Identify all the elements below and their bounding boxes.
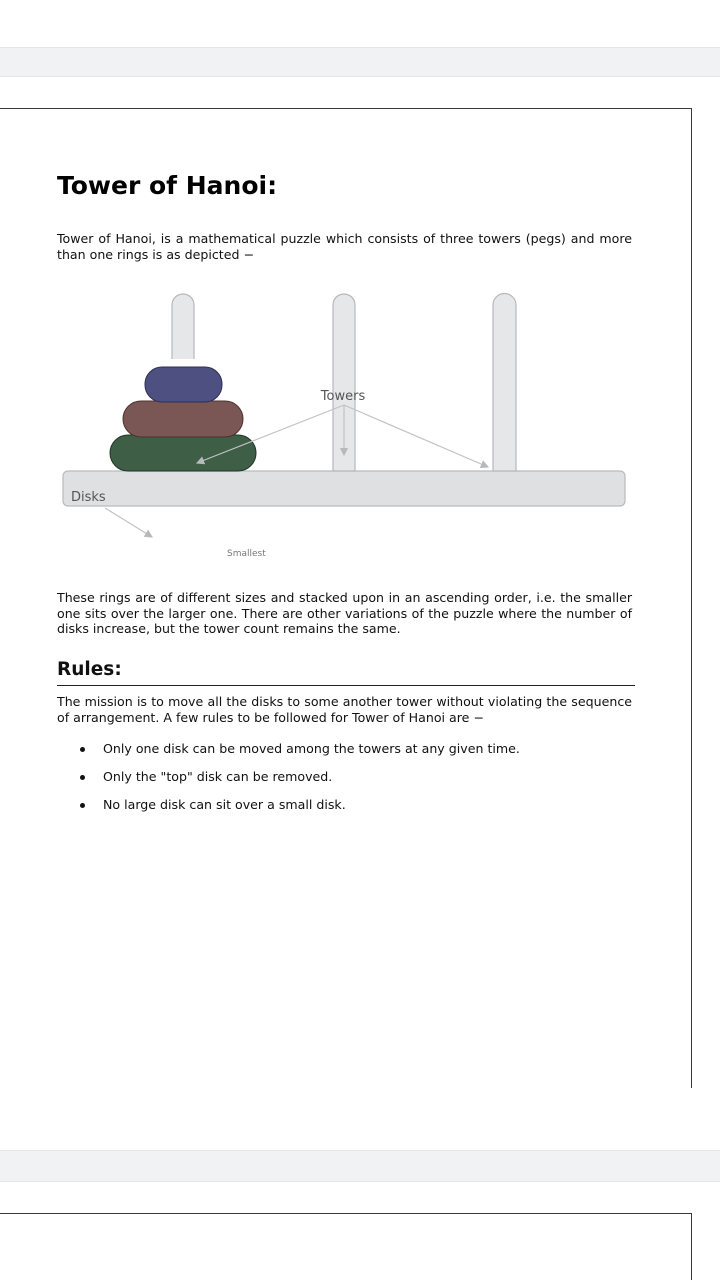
label-disks: Disks bbox=[71, 490, 106, 505]
rules-intro-paragraph: The mission is to move all the disks to some another tower without violating the sequence of arrangement. A few rules to be followed for Tower of Hanoi are − bbox=[57, 694, 632, 725]
bullet-dot-icon bbox=[80, 803, 85, 808]
label-smallest: Smallest bbox=[227, 549, 266, 559]
label-towers: Towers bbox=[320, 389, 366, 404]
rule-item bbox=[57, 797, 617, 825]
rules-heading: Rules: bbox=[57, 659, 122, 680]
page-title: Tower of Hanoi: bbox=[57, 171, 278, 200]
disk-largest bbox=[110, 435, 256, 471]
rule-text: Only one disk can be moved among the towers at any given time. bbox=[103, 741, 520, 756]
tower-of-hanoi-figure bbox=[60, 277, 630, 572]
next-document-page bbox=[0, 1213, 692, 1280]
rule-text: Only the "top" disk can be removed. bbox=[103, 769, 333, 784]
rules-list bbox=[57, 741, 617, 825]
rule-item bbox=[57, 769, 617, 797]
arrow-to-right-peg bbox=[344, 405, 488, 467]
document-page bbox=[0, 108, 692, 1088]
rule-item bbox=[57, 741, 617, 769]
disk-smallest bbox=[145, 367, 222, 402]
tower-base bbox=[63, 471, 625, 506]
page-gap-top bbox=[0, 47, 720, 77]
page-gap-bottom bbox=[0, 1150, 720, 1182]
peg-left bbox=[172, 294, 194, 359]
intro-paragraph: Tower of Hanoi, is a mathematical puzzle which consists of three towers (pegs) and more than one rings is as depicted − bbox=[57, 231, 632, 262]
heading-divider bbox=[57, 685, 635, 686]
peg-right bbox=[493, 294, 516, 472]
arrow-to-disks bbox=[105, 508, 152, 537]
bullet-dot-icon bbox=[80, 747, 85, 752]
bullet-dot-icon bbox=[80, 775, 85, 780]
rule-text: No large disk can sit over a small disk. bbox=[103, 797, 346, 812]
tower-diagram bbox=[60, 277, 630, 572]
rings-paragraph: These rings are of different sizes and stacked upon in an ascending order, i.e. the smaller one sits over the larger one. There are other variations of the puzzle where the number of disks increase, but the tower count remains the same. bbox=[57, 590, 632, 636]
disk-medium bbox=[123, 401, 243, 437]
